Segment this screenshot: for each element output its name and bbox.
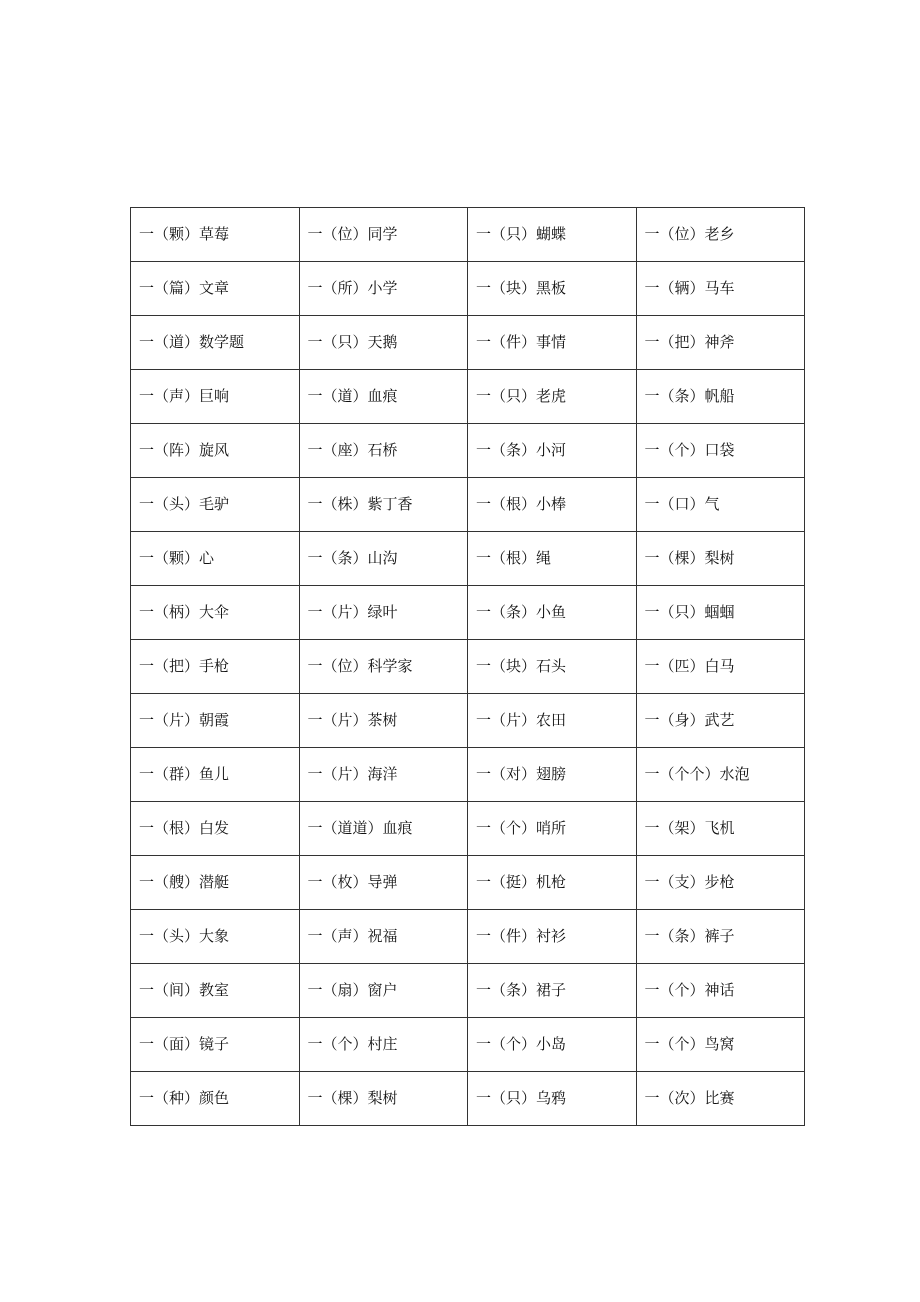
- table-cell: 一（架）飞机: [636, 802, 805, 856]
- table-cell: 一（条）小鱼: [468, 586, 637, 640]
- table-cell: 一（所）小学: [299, 262, 468, 316]
- table-cell: 一（片）农田: [468, 694, 637, 748]
- table-cell: 一（头）毛驴: [131, 478, 300, 532]
- table-cell: 一（种）颜色: [131, 1072, 300, 1126]
- table-cell: 一（只）老虎: [468, 370, 637, 424]
- table-row: [131, 964, 805, 1018]
- table-row: [131, 262, 805, 316]
- table-cell: 一（条）小河: [468, 424, 637, 478]
- table-row: [131, 910, 805, 964]
- table-cell: 一（道）血痕: [299, 370, 468, 424]
- table-cell: 一（道）数学题: [131, 316, 300, 370]
- table-cell: 一（扇）窗户: [299, 964, 468, 1018]
- table-row: [131, 208, 805, 262]
- table-cell: 一（棵）梨树: [636, 532, 805, 586]
- table-row: [131, 370, 805, 424]
- table-cell: 一（把）手枪: [131, 640, 300, 694]
- table-cell: 一（辆）马车: [636, 262, 805, 316]
- table-cell: 一（个）小岛: [468, 1018, 637, 1072]
- table-cell: 一（个）鸟窝: [636, 1018, 805, 1072]
- table-row: [131, 532, 805, 586]
- table-cell: 一（株）紫丁香: [299, 478, 468, 532]
- table-cell: 一（片）朝霞: [131, 694, 300, 748]
- table-cell: 一（挺）机枪: [468, 856, 637, 910]
- table-cell: 一（只）蝴蝶: [468, 208, 637, 262]
- table-cell: 一（条）山沟: [299, 532, 468, 586]
- table-cell: 一（间）教室: [131, 964, 300, 1018]
- table-cell: 一（块）黑板: [468, 262, 637, 316]
- table-cell: 一（个个）水泡: [636, 748, 805, 802]
- table-cell: 一（艘）潜艇: [131, 856, 300, 910]
- table-cell: 一（群）鱼儿: [131, 748, 300, 802]
- table-body: [131, 208, 805, 1126]
- table-row: [131, 856, 805, 910]
- table-cell: 一（柄）大伞: [131, 586, 300, 640]
- table-cell: 一（条）裙子: [468, 964, 637, 1018]
- table-cell: 一（座）石桥: [299, 424, 468, 478]
- table-cell: 一（个）口袋: [636, 424, 805, 478]
- table-cell: 一（匹）白马: [636, 640, 805, 694]
- table-cell: 一（位）同学: [299, 208, 468, 262]
- table-cell: 一（片）茶树: [299, 694, 468, 748]
- table-cell: 一（道道）血痕: [299, 802, 468, 856]
- table-cell: 一（个）村庄: [299, 1018, 468, 1072]
- table-row: [131, 1072, 805, 1126]
- table-row: [131, 586, 805, 640]
- table-cell: 一（件）衬衫: [468, 910, 637, 964]
- table-row: [131, 748, 805, 802]
- table-cell: 一（面）镜子: [131, 1018, 300, 1072]
- table-row: [131, 802, 805, 856]
- table-cell: 一（篇）文章: [131, 262, 300, 316]
- table-cell: 一（根）白发: [131, 802, 300, 856]
- measure-word-table: [130, 207, 805, 1126]
- table-cell: 一（身）武艺: [636, 694, 805, 748]
- table-cell: 一（条）帆船: [636, 370, 805, 424]
- table-row: [131, 478, 805, 532]
- table-cell: 一（位）老乡: [636, 208, 805, 262]
- table-cell: 一（对）翅膀: [468, 748, 637, 802]
- table-cell: 一（只）乌鸦: [468, 1072, 637, 1126]
- table-cell: 一（根）绳: [468, 532, 637, 586]
- table-cell: 一（片）绿叶: [299, 586, 468, 640]
- table-row: [131, 640, 805, 694]
- table-cell: 一（个）哨所: [468, 802, 637, 856]
- table-row: [131, 424, 805, 478]
- table-cell: 一（口）气: [636, 478, 805, 532]
- table-row: [131, 316, 805, 370]
- table-cell: 一（件）事情: [468, 316, 637, 370]
- table-cell: 一（颗）心: [131, 532, 300, 586]
- table-cell: 一（颗）草莓: [131, 208, 300, 262]
- table-cell: 一（位）科学家: [299, 640, 468, 694]
- table-cell: 一（块）石头: [468, 640, 637, 694]
- table-cell: 一（只）天鹅: [299, 316, 468, 370]
- table-cell: 一（头）大象: [131, 910, 300, 964]
- table-cell: 一（声）巨响: [131, 370, 300, 424]
- table-cell: 一（支）步枪: [636, 856, 805, 910]
- table-cell: 一（棵）梨树: [299, 1072, 468, 1126]
- table-cell: 一（声）祝福: [299, 910, 468, 964]
- table-row: [131, 1018, 805, 1072]
- table-cell: 一（个）神话: [636, 964, 805, 1018]
- table-cell: 一（阵）旋风: [131, 424, 300, 478]
- table-cell: 一（枚）导弹: [299, 856, 468, 910]
- table-cell: 一（次）比赛: [636, 1072, 805, 1126]
- table-cell: 一（条）裤子: [636, 910, 805, 964]
- table-row: [131, 694, 805, 748]
- table-cell: 一（只）蝈蝈: [636, 586, 805, 640]
- table-cell: 一（把）神斧: [636, 316, 805, 370]
- table-cell: 一（根）小棒: [468, 478, 637, 532]
- table-cell: 一（片）海洋: [299, 748, 468, 802]
